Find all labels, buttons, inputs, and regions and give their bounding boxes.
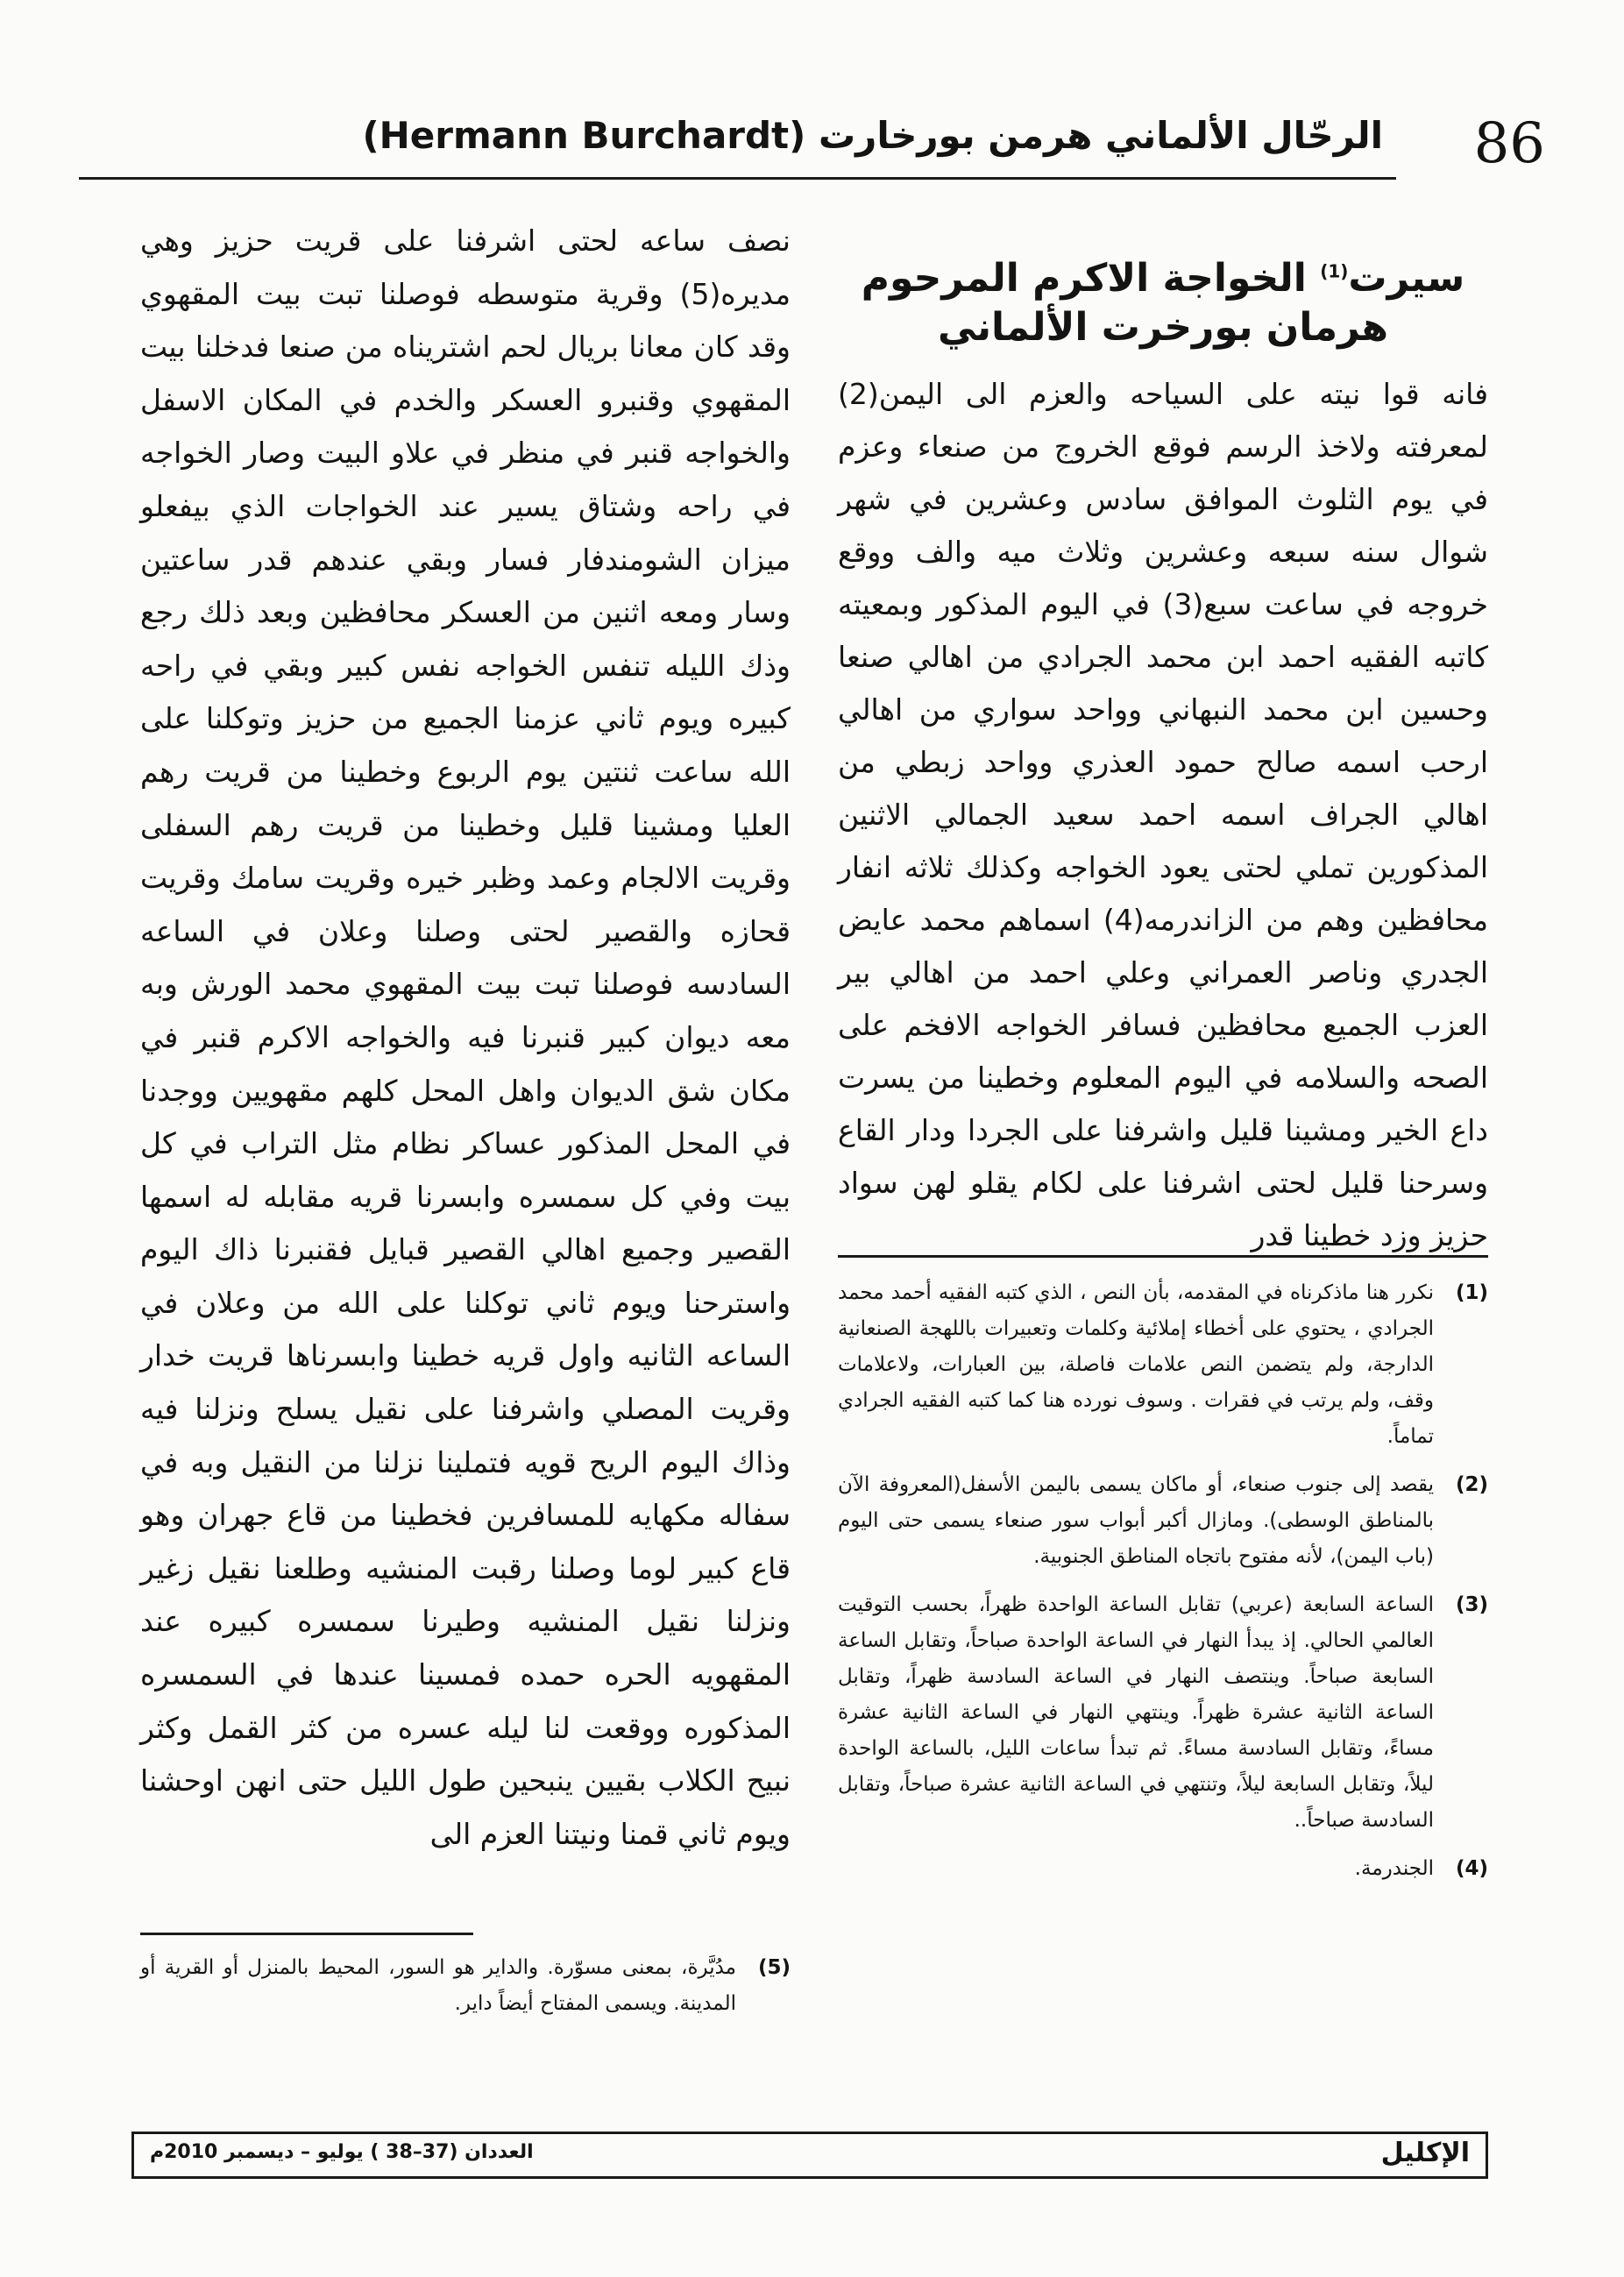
title-footnote-ref: (1) [1320, 260, 1349, 282]
footnote-number: (5) [757, 1956, 791, 1979]
footnote-text: الجندرمة. [1354, 1857, 1434, 1880]
title-part-2: الخواجة الاكرم المرحوم هرمان بورخرت الألماني [861, 256, 1388, 350]
footnote-number: (1) [1455, 1281, 1488, 1304]
right-column [838, 215, 1488, 1262]
issue-info: العددان (37–38 ) يوليو – ديسمبر 2010م [150, 2141, 534, 2163]
footnote-separator-right [838, 1255, 1488, 1258]
article-title [838, 254, 1488, 352]
title-part-1: سيرت [1348, 256, 1465, 301]
footnote-number: (2) [1455, 1473, 1488, 1496]
footnote [838, 1275, 1488, 1455]
running-title: الرحّال الألماني هرمن بورخارت (Hermann Burchardt) [362, 114, 1383, 157]
footnote-text: الساعة السابعة (عربي) تقابل الساعة الواحدة ظهراً، بحسب التوقيت العالمي الحالي. إذ يبدأ النهار في الساعة الواحدة صباحاً، وتقابل الساعة السابعة صباحاً. وينتصف النهار في الساعة السادسة ظهراً، وتقابل الساعة الثانية عشرة ظهراً. وينتهي النهار في الساعة الثانية عشرة مساءً، وتقابل السادسة مساءً. ثم تبدأ ساعات الليل، بالساعة الواحدة ليلاً، وتقابل السابعة ليلاً، وتنتهي في الساعة الثانية عشرة صباحاً، وتقابل السادسة صباحاً.. [838, 1593, 1434, 1832]
footnote-number: (4) [1455, 1857, 1488, 1880]
page-footer [131, 2132, 1488, 2179]
right-column-body: فانه قوا نيته على السياحه والعزم الى اليمن(2) لمعرفته ولاخذ الرسم فوقع الخروج من صنعاء وعزم في يوم الثلوث الموافق سادس وعشرين في شهر شوال سنه سبعه وعشرين وثلاث ميه والف ووقع خروجه في ساعت سبع(3) في اليوم المذكور وبمعيته كاتبه الفقيه احمد ابن محمد الجرادي من اهالي صنعا وحسين ابن محمد النبهاني وواحد سواري من اهالي ارحب اسمه صالح حمود العذري وواحد زبطي من اهالي الجراف اسمه احمد سعيد الجمالي الاثنين المذكورين تملي لحتى يعود الخواجه وكذلك ثلاثه انفار محافظين وهم من الزاندرمه(4) اسماهم محمد عايض الجدري وناصر العمراني وعلي احمد من اهالي بير العزب الجميع محافظين فسافر الخواجه الافخم على الصحه والسلامه في اليوم المعلوم وخطينا من يسرت داع الخير ومشينا قليل واشرفنا على الجردا ودار القاع وسرحنا قليل لحتى اشرفنا على لكام يقلو لهن سواد حزيز وزد خطينا قدر [838, 377, 1488, 1252]
footnote [838, 1467, 1488, 1575]
footnote-number: (3) [1455, 1593, 1488, 1616]
left-column [140, 215, 791, 1861]
running-header [79, 88, 1545, 184]
footnote [838, 1587, 1488, 1839]
page-number: 86 [1473, 111, 1545, 176]
journal-logo: الإكليل [1380, 2138, 1470, 2168]
footnote-text: نكرر هنا ماذكرناه في المقدمه، بأن النص ، الذي كتبه الفقيه أحمد محمد الجرادي ، يحتوي على أخطاء إملائية وكلمات وتعبيرات باللهجة الصنعانية الدارجة، ولم يتضمن النص علامات فاصلة، بين العبارات، ولاعلامات وقف، ولم يرتب في فقرات . وسوف نورده هنا كما كتبه الفقيه الجرادي تماماً. [838, 1281, 1434, 1448]
footnote-separator-left [140, 1933, 473, 1935]
footnote-text: مدُيَّرة، بمعنى مسوّرة. والداير هو السور، المحيط بالمنزل أو القرية أو المدينة. ويسمى المفتاح أيضاً داير. [140, 1956, 736, 2015]
header-rule [79, 177, 1396, 180]
footnotes-right [838, 1275, 1488, 1899]
footnote [838, 1851, 1488, 1887]
footnote [140, 1950, 791, 2022]
left-column-body: نصف ساعه لحتى اشرفنا على قريت حزيز وهي مديره(5) وقرية متوسطه فوصلنا تبت بيت المقهوي وقد كان معانا بريال لحم اشتريناه من صنعا فدخلنا بيت المقهوي وقنبرو العسكر والخدم في المكان الاسفل والخواجه قنبر في منظر في علاو البيت وصار الخواجه في راحه وشتاق يسير عند الخواجات الذي بيفعلو ميزان الشومندفار فسار وبقي عندهم قدر ساعتين وسار ومعه اثنين من العسكر محافظين وبعد ذلك رجع وذك الليله تنفس الخواجه نفس كبير وبقي في راحه كبيره ويوم ثاني عزمنا الجميع من حزيز وتوكلنا على الله ساعت ثنتين يوم الربوع وخطينا من قريت رهم العليا ومشينا قليل وخطينا من قريت رهم السفلى وقريت الالجام وعمد وظبر خيره وقريت سامك وقريت قحازه والقصير لحتى وصلنا وعلان في الساعه السادسه فوصلنا تبت بيت المقهوي محمد الورش وبه معه ديوان كبير قنبرنا فيه والخواجه الاكرم قنبر في مكان شق الديوان واهل المحل كلهم مقهويين ووجدنا في المحل المذكور عساكر نظام مثل التراب في كل بيت وفي كل سمسره وابسرنا قريه مقابله له اسمها القصير وجميع اهالي القصير قبايل فقنبرنا ذاك اليوم واسترحنا ويوم ثاني توكلنا على الله من وعلان في الساعه الثانيه واول قريه خطينا وابسرناها قريت خدار وقريت المصلي واشرفنا على نقيل يسلح ونزلنا فيه وذاك اليوم الريح قويه فتملينا نزلنا من النقيل وبه في سفاله مكهايه للمسافرين فخطينا من قاع جهران وهو قاع كبير لوما وصلنا رقبت المنشيه وطلعنا نقيل زغير ونزلنا نقيل المنشيه وطيرنا سمسره كبيره عند المقهويه الحره حمده فمسينا عندها في السمسره المذكوره ووقعت لنا ليله عسره من كثر القمل وكثر نبيح الكلاب بقيين ينبحين طول الليل حتى انهن اوحشنا ويوم ثاني قمنا ونيتنا العزم الى [140, 223, 791, 1851]
footnote-text: يقصد إلى جنوب صنعاء، أو ماكان يسمى باليمن الأسفل(المعروفة الآن بالمناطق الوسطى). ومازال أكبر أبواب سور صنعاء يسمى حتى اليوم (باب اليمن)، لأنه مفتوح باتجاه المناطق الجنوبية. [838, 1473, 1434, 1568]
footnotes-left [140, 1950, 791, 2034]
